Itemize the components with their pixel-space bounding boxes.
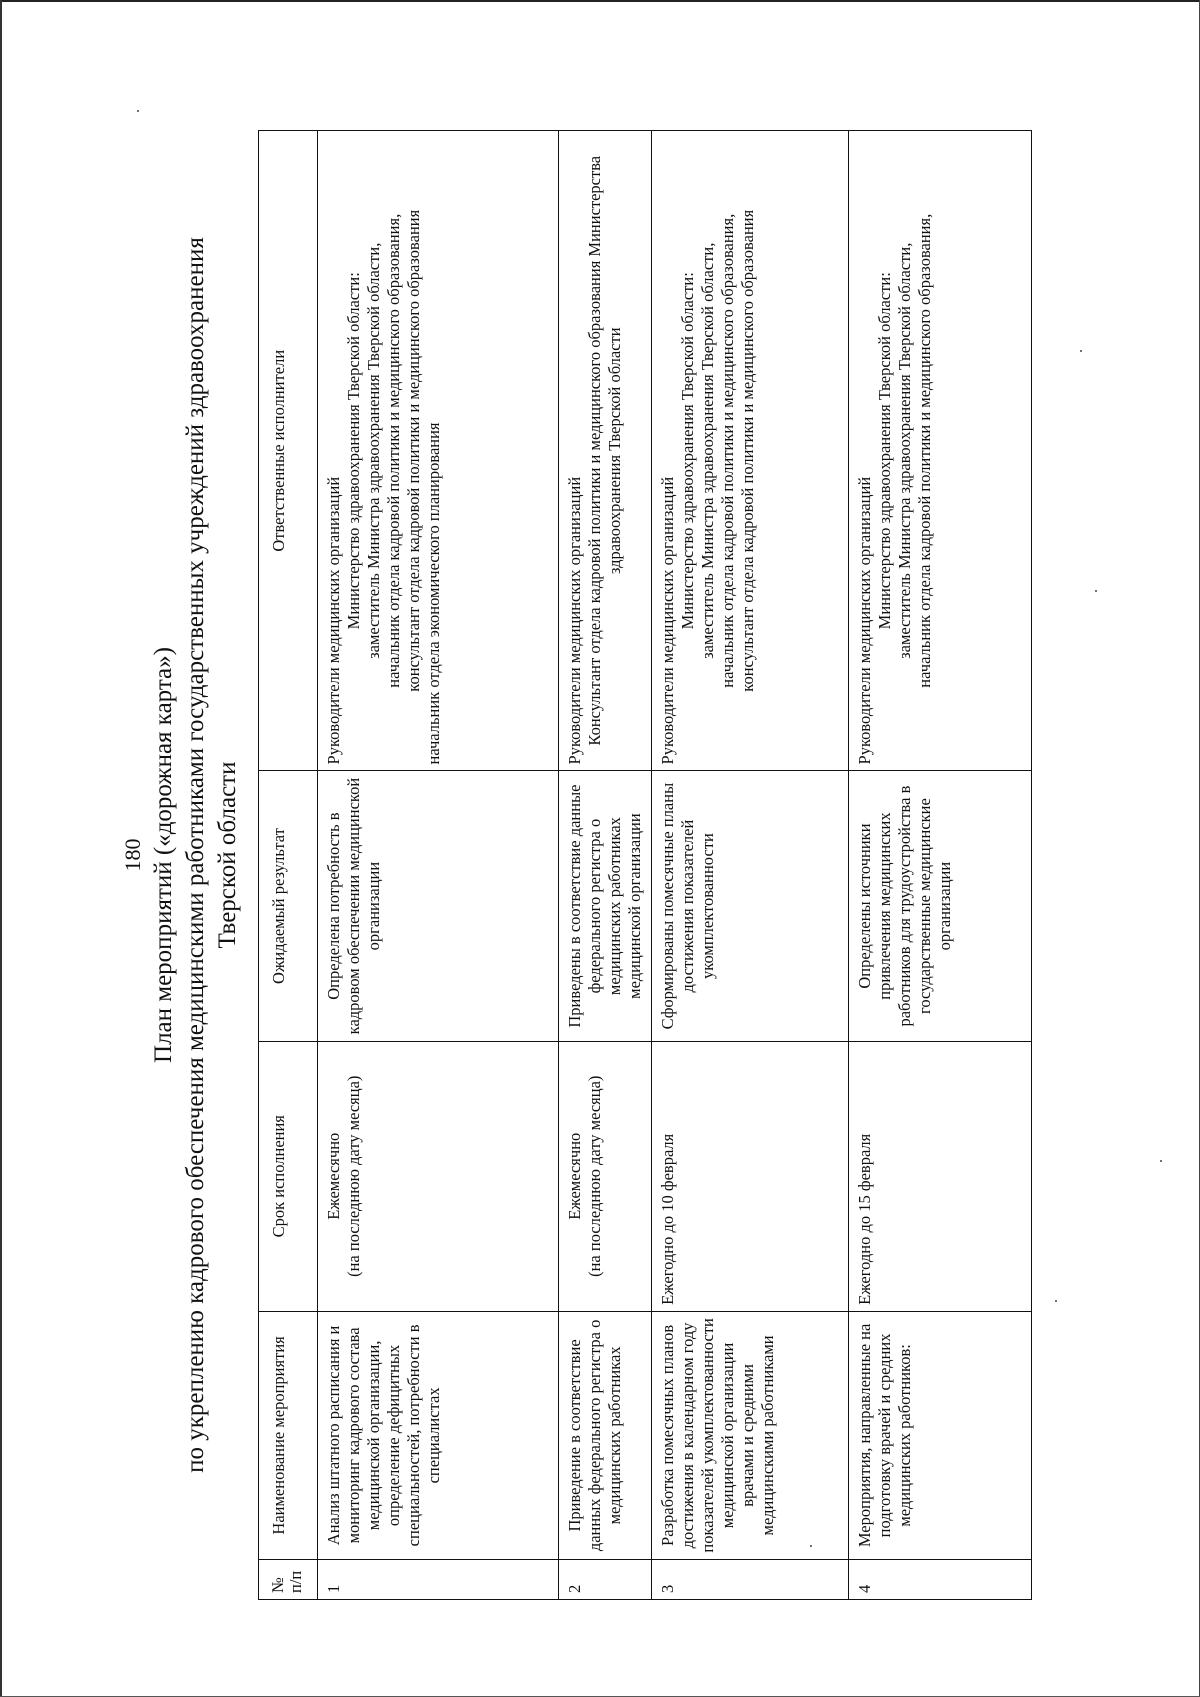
title-line-2: по укреплению кадрового обеспечения медицинскими работниками государственных учреждений здравоохранения	[182, 237, 209, 1473]
title-line-1: План мероприятий («дорожная карта»)	[150, 647, 177, 1063]
title-line-3: Тверской области	[214, 761, 241, 949]
row-result: Определена потребность в кадровом обеспечении медицинской организации	[318, 771, 559, 1041]
responsible-line: консультант отдела кадровой политики и медицинского образования	[404, 209, 423, 692]
responsible-line: Консультант отдела кадровой политики и медицинского образования Министерства здравоохранения Тверской области	[585, 155, 624, 746]
term-line: Ежемесячно	[324, 1132, 343, 1220]
term-line: Ежегодно до 15 февраля	[855, 1133, 874, 1305]
rotated-page-content	[120, 110, 1120, 1600]
term-line: Ежегодно до 10 февраля	[658, 1133, 677, 1305]
row-name: Мероприятия, направленные на подготовку врачей и средних медицинских работников:	[849, 1311, 1032, 1559]
page-number: 180	[120, 838, 145, 872]
row-name: Разработка помесячных планов достижения в календарном году показателей укомплектованности медицинской организации врачами и средними медицинскими работниками	[652, 1311, 849, 1559]
scan-speck	[1160, 1160, 1162, 1162]
responsible-line: начальник отдела кадровой политики и медицинского образования,	[718, 213, 737, 688]
term-line: (на последнюю дату месяца)	[585, 1075, 604, 1277]
row-responsible	[559, 131, 652, 771]
responsible-line: заместитель Министра здравоохранения Тверской области,	[364, 242, 383, 659]
responsible-line: Руководители медицинских организаций	[324, 476, 343, 765]
responsible-line: начальник отдела экономического планирования	[424, 422, 443, 765]
header-name: Наименование мероприятия	[259, 1311, 318, 1559]
term-line: (на последнюю дату месяца)	[344, 1075, 363, 1277]
row-term	[559, 1041, 652, 1311]
scan-left-edge	[0, 0, 2, 1697]
row-number: 4	[849, 1559, 1032, 1599]
table-row	[318, 131, 559, 1600]
responsible-line: консультант отдела кадровой политики и медицинского образования	[738, 209, 757, 692]
row-result: Определены источники привлечения медицинских работников для трудоустройства в государственные медицинские организации	[849, 771, 1032, 1041]
header-result: Ожидаемый результат	[259, 771, 318, 1041]
responsible-line: Министерство здравоохранения Тверской области:	[678, 272, 697, 630]
scan-top-edge	[0, 0, 1200, 2]
document-title	[148, 110, 244, 1600]
table-header-row	[259, 131, 318, 1600]
header-number-symbol: №	[268, 1577, 287, 1593]
row-term	[652, 1041, 849, 1311]
row-name: Анализ штатного расписания и мониторинг кадрового состава медицинской организации, определение дефицитных специальностей, потребности в специалистах	[318, 1311, 559, 1559]
row-number: 2	[559, 1559, 652, 1599]
term-line: Ежемесячно	[565, 1132, 584, 1220]
row-responsible	[849, 131, 1032, 771]
table-row	[652, 131, 849, 1600]
responsible-line: Министерство здравоохранения Тверской области:	[875, 272, 894, 630]
header-number-abbr: п/п	[286, 1570, 305, 1593]
row-term	[318, 1041, 559, 1311]
responsible-line: начальник отдела кадровой политики и медицинского образования,	[915, 213, 934, 688]
header-responsible: Ответственные исполнители	[259, 131, 318, 771]
responsible-line: начальник отдела кадровой политики и медицинского образования,	[384, 213, 403, 688]
responsible-line: Руководители медицинских организаций	[658, 476, 677, 765]
row-result: Приведены в соответствие данные федерального регистра о медицинских работниках медицинской организации	[559, 771, 652, 1041]
row-name: Приведение в соответствие данных федерального регистра о медицинских работниках	[559, 1311, 652, 1559]
responsible-line: заместитель Министра здравоохранения Тверской области,	[895, 242, 914, 659]
header-term: Срок исполнения	[259, 1041, 318, 1311]
responsible-line: Руководители медицинских организаций	[855, 476, 874, 765]
row-term	[849, 1041, 1032, 1311]
table-row	[849, 131, 1032, 1600]
responsible-line: Министерство здравоохранения Тверской области:	[344, 272, 363, 630]
responsible-line: заместитель Министра здравоохранения Тверской области,	[698, 242, 717, 659]
row-responsible	[318, 131, 559, 771]
row-responsible	[652, 131, 849, 771]
row-result: Сформированы помесячные планы достижения показателей укомплектованности	[652, 771, 849, 1041]
table-row	[559, 131, 652, 1600]
row-number: 3	[652, 1559, 849, 1599]
roadmap-table	[258, 130, 1032, 1600]
responsible-line: Руководители медицинских организаций	[565, 476, 584, 765]
row-number: 1	[318, 1559, 559, 1599]
header-number	[259, 1559, 318, 1599]
